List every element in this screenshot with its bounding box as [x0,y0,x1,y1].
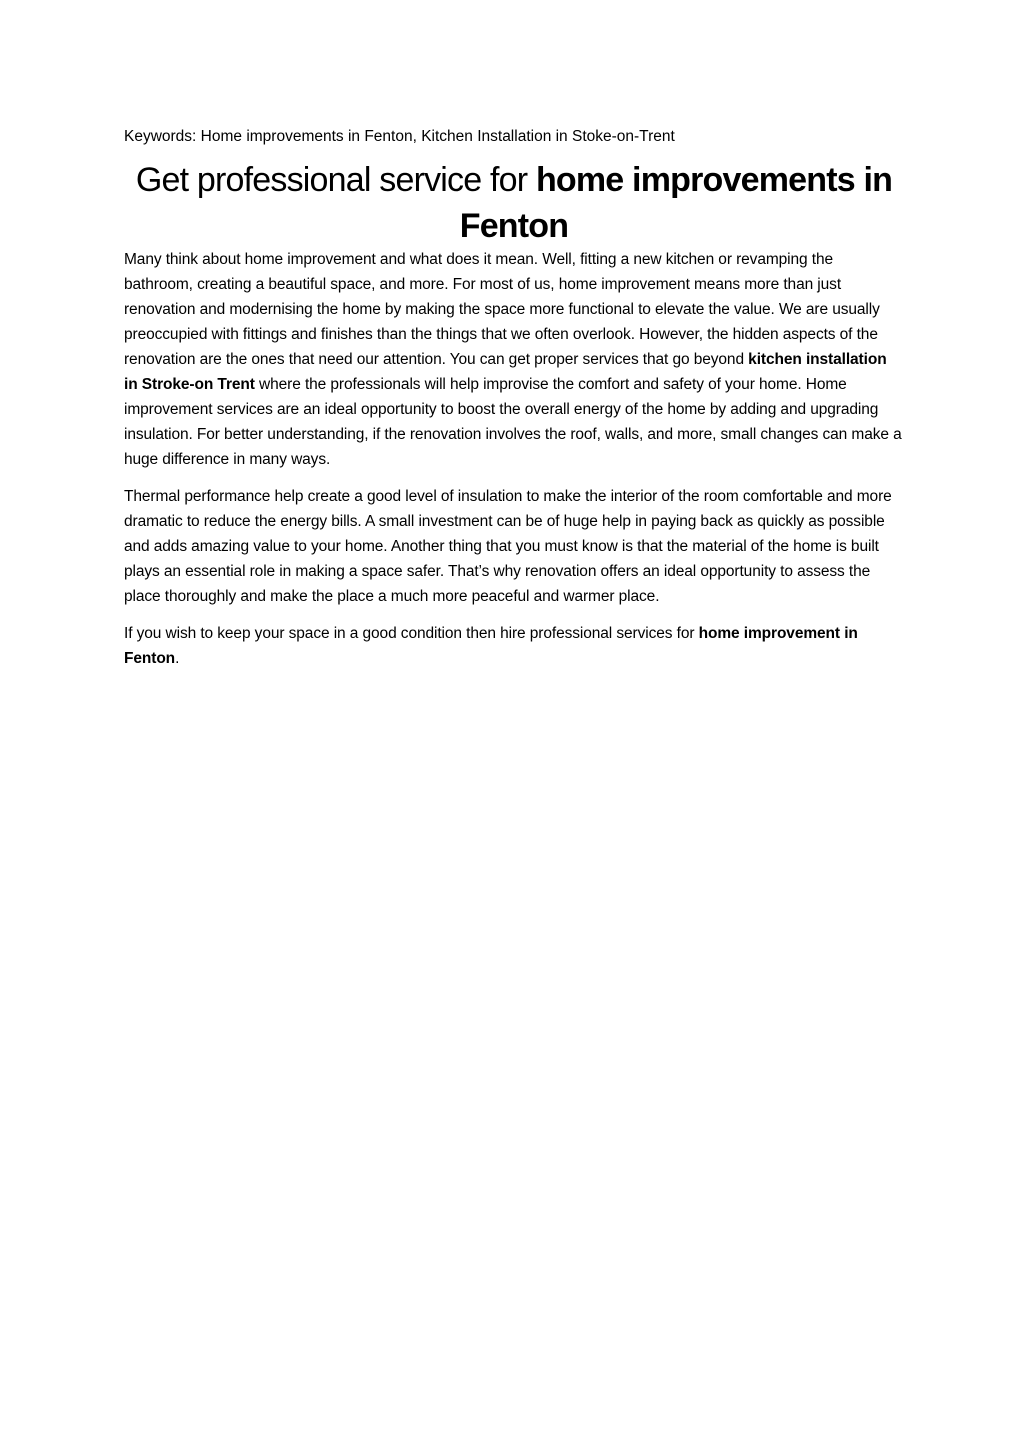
paragraph-3-text-after: . [175,650,180,667]
paragraph-3-bold: home improvement in Fenton [124,625,858,667]
paragraph-1-text-after: where the professionals will help improvise the comfort and safety of your home. Home improvement services are an ideal opportunity to boost the overall energy of the home by adding and upgrading insulation. For better understanding, if the renovation involves the roof, walls, and more, small changes can make a huge difference in many ways. [124,376,902,468]
paragraph-3 [124,621,904,671]
paragraph-3-text-before: If you wish to keep your space in a good condition then hire professional services for [124,625,699,642]
paragraph-1 [124,247,904,472]
title-bold: home improvements in Fenton [459,161,893,245]
document-page [124,124,904,683]
paragraph-2: Thermal performance help create a good level of insulation to make the interior of the room comfortable and more dramatic to reduce the energy bills. A small investment can be of huge help in paying back as quickly as possible and adds amazing value to your home. Another thing that you must know is that the material of the home is built plays an essential role in making a space safer. That’s why renovation offers an ideal opportunity to assess the place thoroughly and make the place a much more peaceful and warmer place. [124,488,892,605]
paragraph-1-bold: kitchen installation in Stroke-on Trent [124,351,887,393]
keywords-line: Keywords: Home improvements in Fenton, Kitchen Installation in Stoke-on-Trent [124,128,675,145]
title-prefix: Get professional service for [135,161,536,199]
paragraph-1-text-before: Many think about home improvement and what does it mean. Well, fitting a new kitchen or revamping the bathroom, creating a beautiful space, and more. For most of us, home improvement means more than just renovation and modernising the home by making the space more functional to elevate the value. We are usually preoccupied with fittings and finishes than the things that we often overlook. However, the hidden aspects of the renovation are the ones that need our attention. You can get proper services that go beyond [124,251,880,368]
document-title [124,157,904,249]
